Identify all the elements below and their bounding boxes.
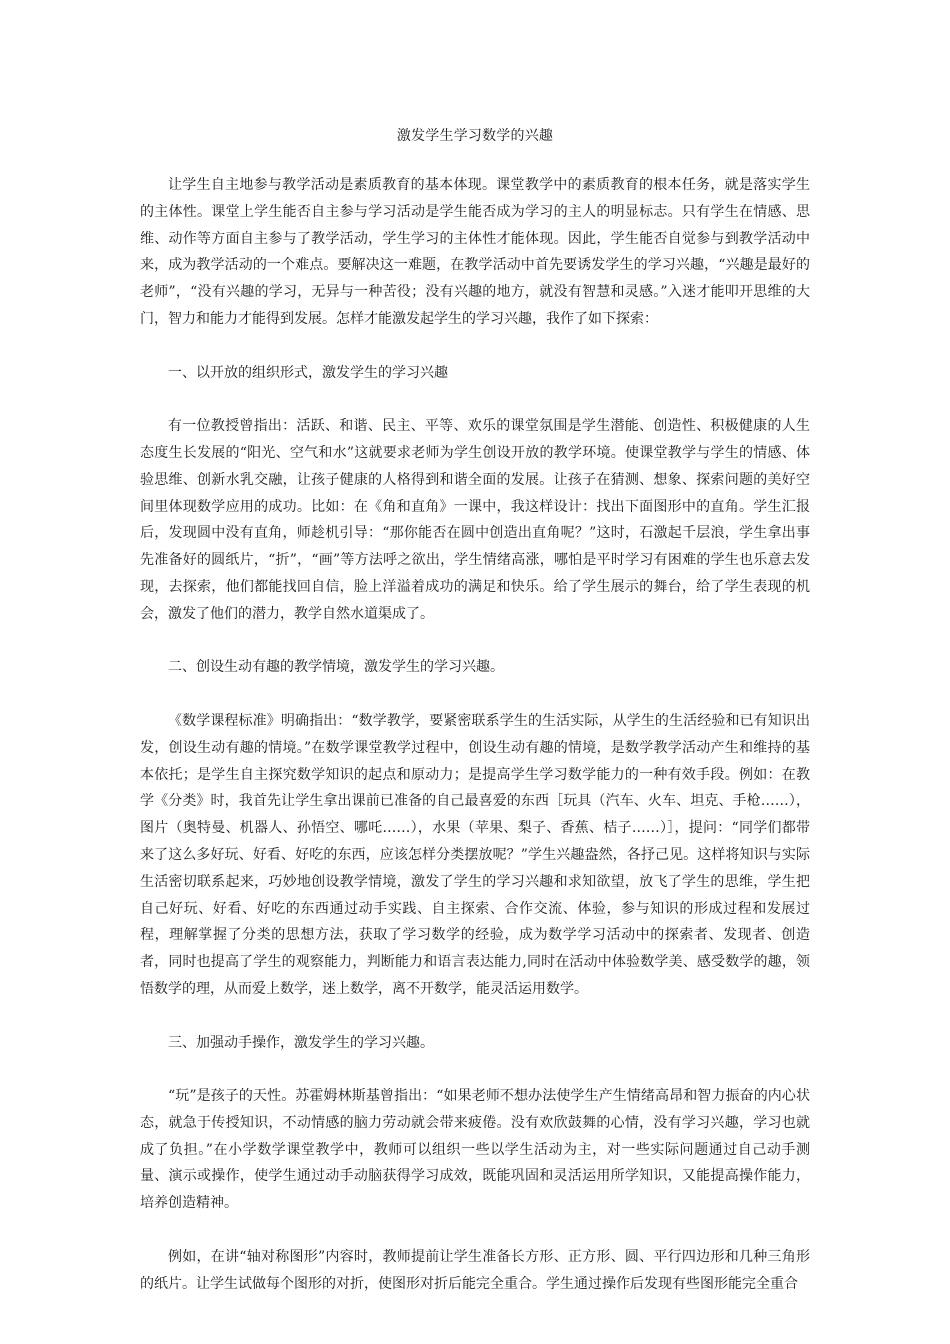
section-heading-1: 一、以开放的组织形式，激发学生的学习兴趣 xyxy=(168,364,448,381)
section-3-paragraph: “玩”是孩子的天性。苏霍姆林斯基曾指出：“如果老师不想办法使学生产生情绪高昂和智力振奋的内心状态，就急于传授知识，不动情感的脑力劳动就会带来疲倦。没有欢欣鼓舞的心情，没有学习兴趣，学习也就成了负担。”在小学数学课堂教学中，教师可以组织一些以学生活动为主，对一些实际问题通过自己动手测量、演示或操作，使学生通过动手动脑获得学习成效，既能巩固和灵活运用所学知识，又能提高操作能力，培养创造精神。 xyxy=(140,1088,810,1212)
document-body xyxy=(140,172,810,1297)
example-paragraph: 例如，在讲“轴对称图形”内容时，教师提前让学生准备长方形、正方形、圆、平行四边形和几种三角形的纸片。让学生试做每个图形的对折，使图形对折后能完全重合。学生通过操作后发现有些图形能完全重合 xyxy=(140,1248,810,1292)
document-title: 激发学生学习数学的兴趣 xyxy=(396,128,554,144)
section-1-paragraph: 有一位教授曾指出：活跃、和谐、民主、平等、欢乐的课堂氛围是学生潜能、创造性、积极健康的人生态度生长发展的“阳光、空气和水”这就要求老师为学生创设开放的教学环境。使课堂教学与学生的情感、体验思维、创新水乳交融，让孩子健康的人格得到和谐全面的发展。让孩子在猜测、想象、探索问题的美好空间里体现数学应用的成功。比如：在《角和直角》一课中，我这样设计：找出下面图形中的直角。学生汇报后，发现圆中没有直角，师趁机引导：“那你能否在圆中创造出直角呢？”这时，石激起千层浪，学生拿出事先准备好的圆纸片，“折”，“画”等方法呼之欲出，学生情绪高涨，哪怕是平时学习有困难的学生也乐意去发现，去探索，他们都能找回自信，脸上洋溢着成功的满足和快乐。给了学生展示的舞台，给了学生表现的机会，激发了他们的潜力，教学自然水道渠成了。 xyxy=(140,418,810,622)
intro-paragraph: 让学生自主地参与教学活动是素质教育的基本体现。课堂教学中的素质教育的根本任务，就是落实学生的主体性。课堂上学生能否自主参与学习活动是学生能否成为学习的主人的明显标志。只有学生在情感、思维、动作等方面自主参与了教学活动，学生学习的主体性才能体现。因此，学生能否自觉参与到教学活动中来，成为教学活动的一个难点。要解决这一难题，在教学活动中首先要诱发学生的学习兴趣，“兴趣是最好的老师”，“没有兴趣的学习，无异与一种苦役；没有兴趣的地方，就没有智慧和灵感。”入迷才能叩开思维的大门，智力和能力才能得到发展。怎样才能激发起学生的学习兴趣，我作了如下探索： xyxy=(140,177,810,327)
section-2-paragraph: 《数学课程标准》明确指出：“数学教学，要紧密联系学生的生活实际，从学生的生活经验和已有知识出发，创设生动有趣的情境。”在数学课堂教学过程中，创设生动有趣的情境，是数学教学活动产生和维持的基本依托；是学生自主探究数学知识的起点和原动力；是提高学生学习数学能力的一种有效手段。例如：在教学《分类》时，我首先让学生拿出课前已准备的自己最喜爱的东西［玩具（汽车、火车、坦克、手枪……），图片（奥特曼、机器人、孙悟空、哪吒……），水果（苹果、梨子、香蕉、桔子……）］，提问：“同学们都带来了这么多好玩、好看、好吃的东西，应该怎样分类摆放呢？”学生兴趣盎然，各抒己见。这样将知识与实际生活密切联系起来，巧妙地创设教学情境，激发了学生的学习兴趣和求知欲望，放飞了学生的思维，学生把自己好玩、好看、好吃的东西通过动手实践、自主探索、合作交流、体验，参与知识的形成过程和发展过程，理解掌握了分类的思想方法，获取了学习数学的经验，成为数学学习活动中的探索者、发现者、创造者，同时也提高了学生的观察能力，判断能力和语言表达能力,同时在活动中体验数学美、感受数学的趣，领悟数学的理，从而爱上数学，迷上数学，离不开数学，能灵活运用数学。 xyxy=(140,712,810,997)
section-heading-2: 二、创设生动有趣的教学情境，激发学生的学习兴趣。 xyxy=(168,659,504,676)
section-heading-3: 三、加强动手操作，激发学生的学习兴趣。 xyxy=(168,1034,434,1051)
